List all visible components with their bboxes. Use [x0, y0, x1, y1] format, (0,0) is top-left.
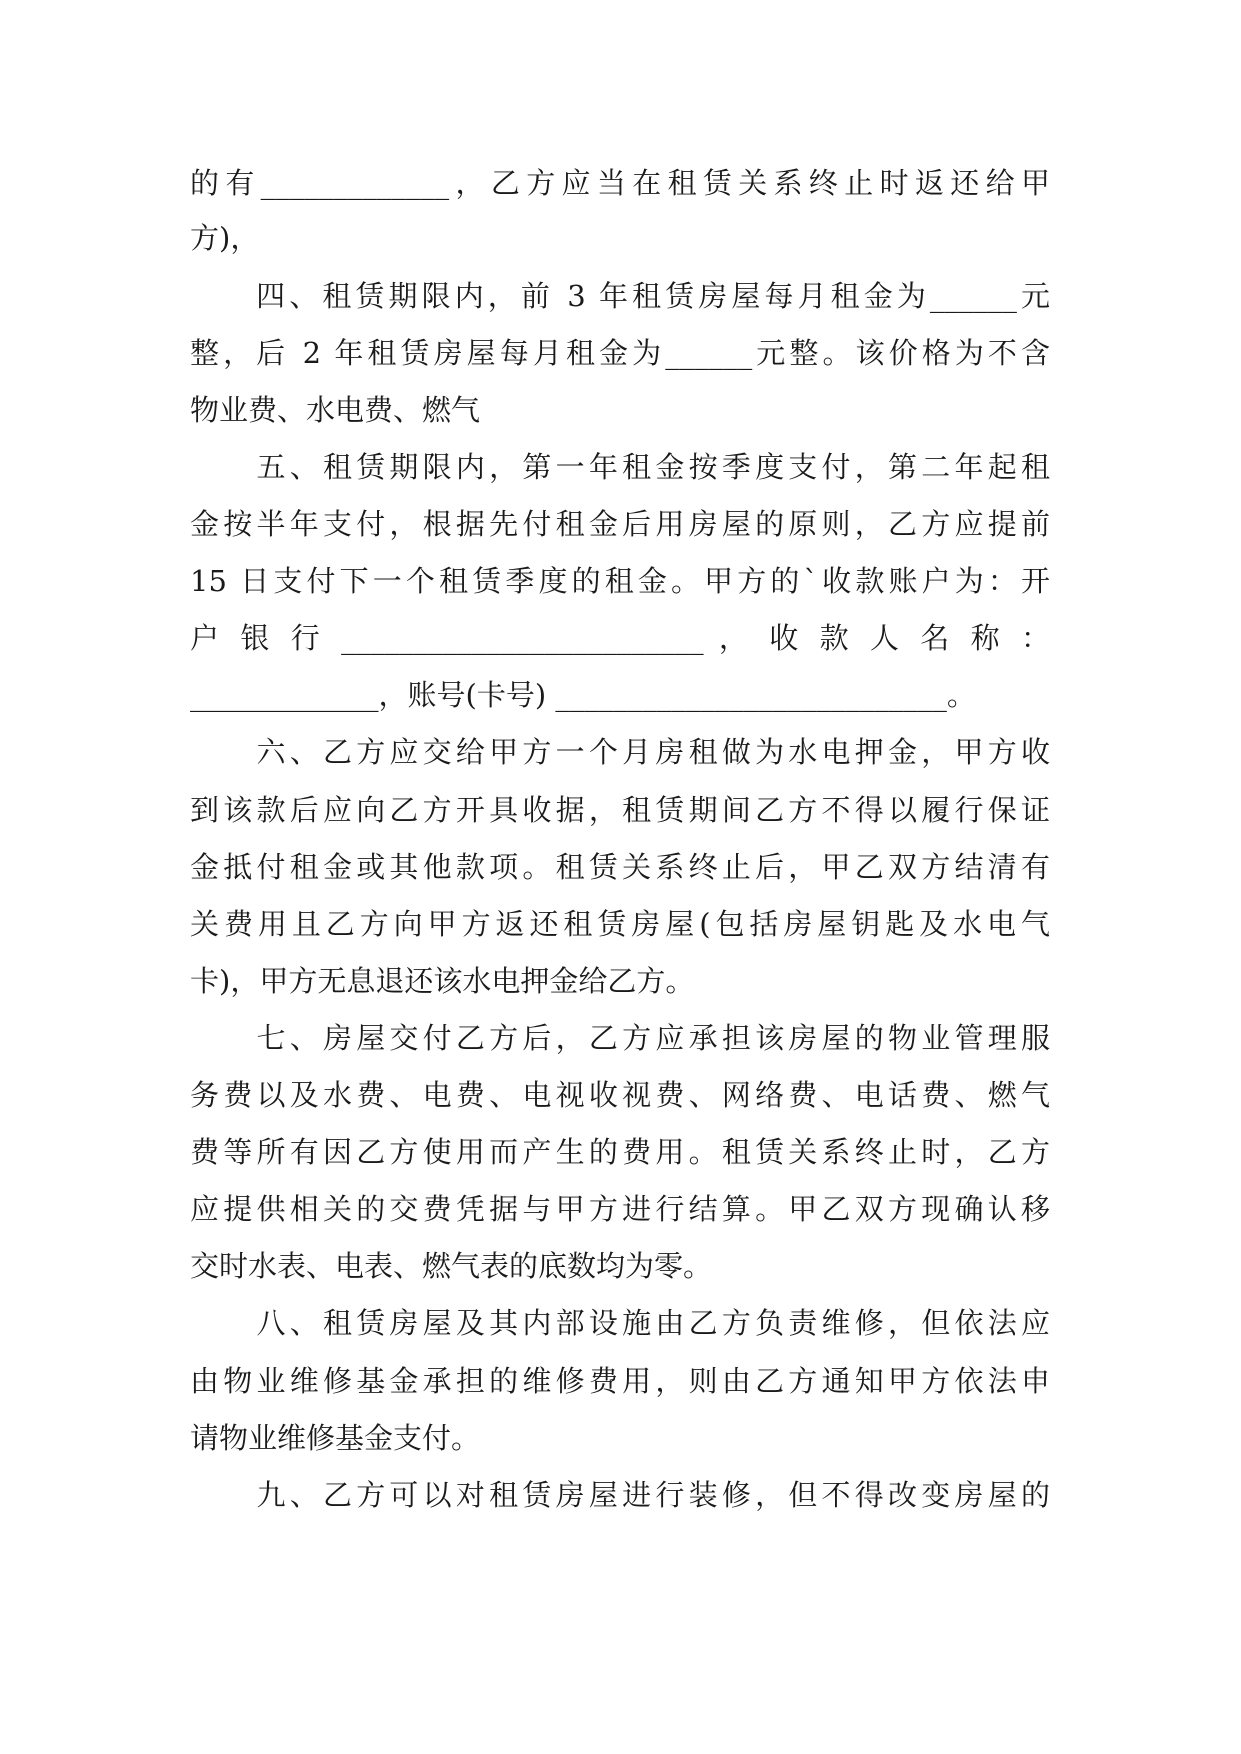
text-line: 15 日支付下一个租赁季度的租金。甲方的`收款账户为：开	[190, 564, 1050, 598]
text-line: 关费用且乙方向甲方返还租赁房屋(包括房屋钥匙及水电气	[190, 907, 1050, 941]
text-line: 七、房屋交付乙方后，乙方应承担该房屋的物业管理服	[190, 1021, 1050, 1055]
text-line: 金按半年支付，根据先付租金后用房屋的原则，乙方应提前	[190, 507, 1050, 541]
text-line: 整，后 2 年租赁房屋每月租金为______元整。该价格为不含	[190, 336, 1050, 370]
text-line: 由物业维修基金承担的维修费用，则由乙方通知甲方依法申	[190, 1364, 1050, 1398]
text-line: 卡)，甲方无息退还该水电押金给乙方。	[190, 964, 695, 998]
text-line: 请物业维修基金支付。	[190, 1421, 481, 1455]
text-line: 户 银 行 _________________________ ， 收 款 人 名 称 ：	[190, 621, 1050, 655]
text-line: 金抵付租金或其他款项。租赁关系终止后，甲乙双方结清有	[190, 850, 1050, 884]
text-line: 物业费、水电费、燃气	[190, 393, 481, 427]
text-line: 六、乙方应交给甲方一个月房租做为水电押金，甲方收	[190, 735, 1050, 769]
text-line: 四、租赁期限内，前 3 年租赁房屋每月租金为______元	[190, 279, 1050, 313]
text-line: 九、乙方可以对租赁房屋进行装修，但不得改变房屋的	[190, 1478, 1050, 1512]
text-line: 方)，	[190, 221, 260, 255]
text-line: 到该款后应向乙方开具收据，租赁期间乙方不得以履行保证	[190, 793, 1050, 827]
text-line: 五、租赁期限内，第一年租金按季度支付，第二年起租	[190, 450, 1050, 484]
text-line: _____________，账号(卡号) ___________________________。	[190, 678, 976, 712]
text-line: 费等所有因乙方使用而产生的费用。租赁关系终止时，乙方	[190, 1135, 1050, 1169]
text-line: 八、租赁房屋及其内部设施由乙方负责维修，但依法应	[190, 1306, 1050, 1340]
text-line: 的有_____________，乙方应当在租赁关系终止时返还给甲	[190, 166, 1050, 200]
text-line: 交时水表、电表、燃气表的底数均为零。	[190, 1249, 713, 1283]
text-line: 应提供相关的交费凭据与甲方进行结算。甲乙双方现确认移	[190, 1192, 1050, 1226]
text-line: 务费以及水费、电费、电视收视费、网络费、电话费、燃气	[190, 1078, 1050, 1112]
